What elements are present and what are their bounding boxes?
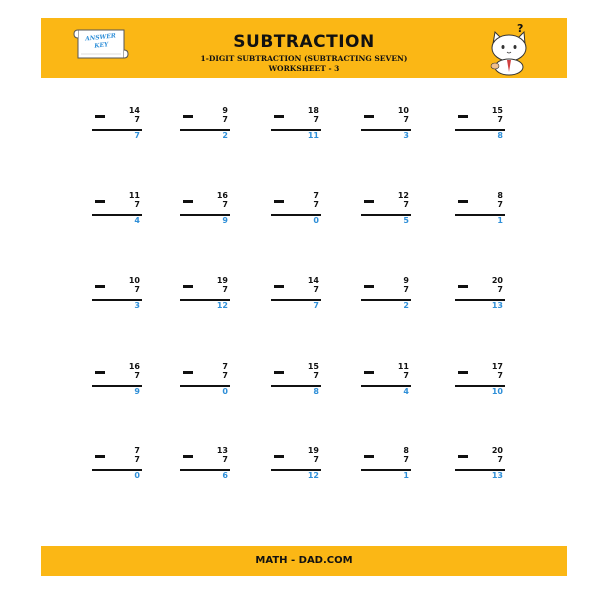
minuend: 7 [134,446,140,455]
answer: 2 [403,301,409,310]
answer: 3 [134,301,140,310]
subtrahend: 7 [134,285,140,294]
minuend: 20 [491,276,503,285]
answer: 1 [403,471,409,480]
subtrahend: 7 [222,371,228,380]
answer: 4 [403,387,409,396]
subtrahend: 7 [497,455,503,464]
answer: 7 [313,301,319,310]
minus-sign [95,285,105,288]
minuend: 16 [216,191,228,200]
answer: 13 [491,471,503,480]
problem [455,362,505,408]
minus-sign [364,200,374,203]
minus-sign [183,455,193,458]
minuend: 10 [397,106,409,115]
minus-sign [95,455,105,458]
answer: 10 [491,387,503,396]
subtrahend: 7 [403,200,409,209]
minus-sign [364,455,374,458]
problem [92,362,142,408]
page-title: SUBTRACTION [233,32,375,52]
answer: 0 [313,216,319,225]
minus-sign [458,455,468,458]
problem [455,276,505,322]
subtrahend: 7 [222,285,228,294]
answer: 0 [222,387,228,396]
minuend: 15 [307,362,319,371]
minus-sign [458,285,468,288]
problem [271,191,321,237]
answer: 9 [222,216,228,225]
subtrahend: 7 [313,371,319,380]
problem [92,106,142,152]
problem [455,106,505,152]
minus-sign [183,200,193,203]
minus-sign [274,371,284,374]
minus-sign [183,285,193,288]
subtrahend: 7 [222,200,228,209]
answer: 12 [307,471,319,480]
subtrahend: 7 [313,200,319,209]
subtrahend: 7 [403,455,409,464]
subtrahend: 7 [222,115,228,124]
subtrahend: 7 [313,115,319,124]
answer: 13 [491,301,503,310]
problem [271,106,321,152]
subtrahend: 7 [497,285,503,294]
minuend: 20 [491,446,503,455]
minuend: 11 [128,191,140,200]
minuend: 12 [397,191,409,200]
minuend: 14 [128,106,140,115]
answer: 0 [134,471,140,480]
subtrahend: 7 [403,371,409,380]
problem [455,191,505,237]
worksheet-header [41,18,567,78]
minuend: 15 [491,106,503,115]
minus-sign [274,455,284,458]
footer-site-name: MATH - DAD.COM [255,555,353,566]
worksheet-number: WORKSHEET - 3 [268,64,340,73]
cat-mascot-icon [481,20,537,76]
subtrahend: 7 [134,115,140,124]
minus-sign [274,200,284,203]
minus-sign [364,115,374,118]
minus-sign [364,371,374,374]
worksheet-footer [41,546,567,576]
minuend: 18 [307,106,319,115]
minuend: 16 [128,362,140,371]
answer: 5 [403,216,409,225]
answer: 8 [313,387,319,396]
subtrahend: 7 [403,115,409,124]
problem [92,446,142,492]
minuend: 7 [222,362,228,371]
problem [271,446,321,492]
minus-sign [458,371,468,374]
minuend: 19 [307,446,319,455]
problem [180,276,230,322]
minuend: 10 [128,276,140,285]
minuend: 11 [397,362,409,371]
minus-sign [95,115,105,118]
minus-sign [183,371,193,374]
problem [180,106,230,152]
problem [180,191,230,237]
subtrahend: 7 [134,371,140,380]
minus-sign [95,200,105,203]
subtrahend: 7 [497,115,503,124]
answer: 4 [134,216,140,225]
page-subtitle: 1-DIGIT SUBTRACTION (SUBTRACTING SEVEN) [200,54,408,63]
problem [271,362,321,408]
problem [180,446,230,492]
minuend: 8 [403,446,409,455]
subtrahend: 7 [497,371,503,380]
answer: 3 [403,131,409,140]
answer: 1 [497,216,503,225]
subtrahend: 7 [313,285,319,294]
subtrahend: 7 [313,455,319,464]
answer: 12 [216,301,228,310]
answer: 9 [134,387,140,396]
minus-sign [274,115,284,118]
minuend: 7 [313,191,319,200]
answer: 11 [307,131,319,140]
problem [361,446,411,492]
problem [180,362,230,408]
answer-key-label: ANSWER KEY [84,32,117,50]
minus-sign [458,200,468,203]
problem [92,276,142,322]
minuend: 19 [216,276,228,285]
subtrahend: 7 [222,455,228,464]
problem [361,191,411,237]
minuend: 9 [403,276,409,285]
answer: 7 [134,131,140,140]
minuend: 17 [491,362,503,371]
problem [361,106,411,152]
problem [92,191,142,237]
problem [361,362,411,408]
minus-sign [183,115,193,118]
problem [455,446,505,492]
minus-sign [274,285,284,288]
minuend: 9 [222,106,228,115]
subtrahend: 7 [403,285,409,294]
minuend: 13 [216,446,228,455]
subtrahend: 7 [134,200,140,209]
subtrahend: 7 [497,200,503,209]
answer: 6 [222,471,228,480]
minuend: 8 [497,191,503,200]
svg-text:?: ? [517,22,524,35]
problem [271,276,321,322]
answer: 2 [222,131,228,140]
minus-sign [458,115,468,118]
subtrahend: 7 [134,455,140,464]
minus-sign [95,371,105,374]
problem [361,276,411,322]
minuend: 14 [307,276,319,285]
answer: 8 [497,131,503,140]
minus-sign [364,285,374,288]
